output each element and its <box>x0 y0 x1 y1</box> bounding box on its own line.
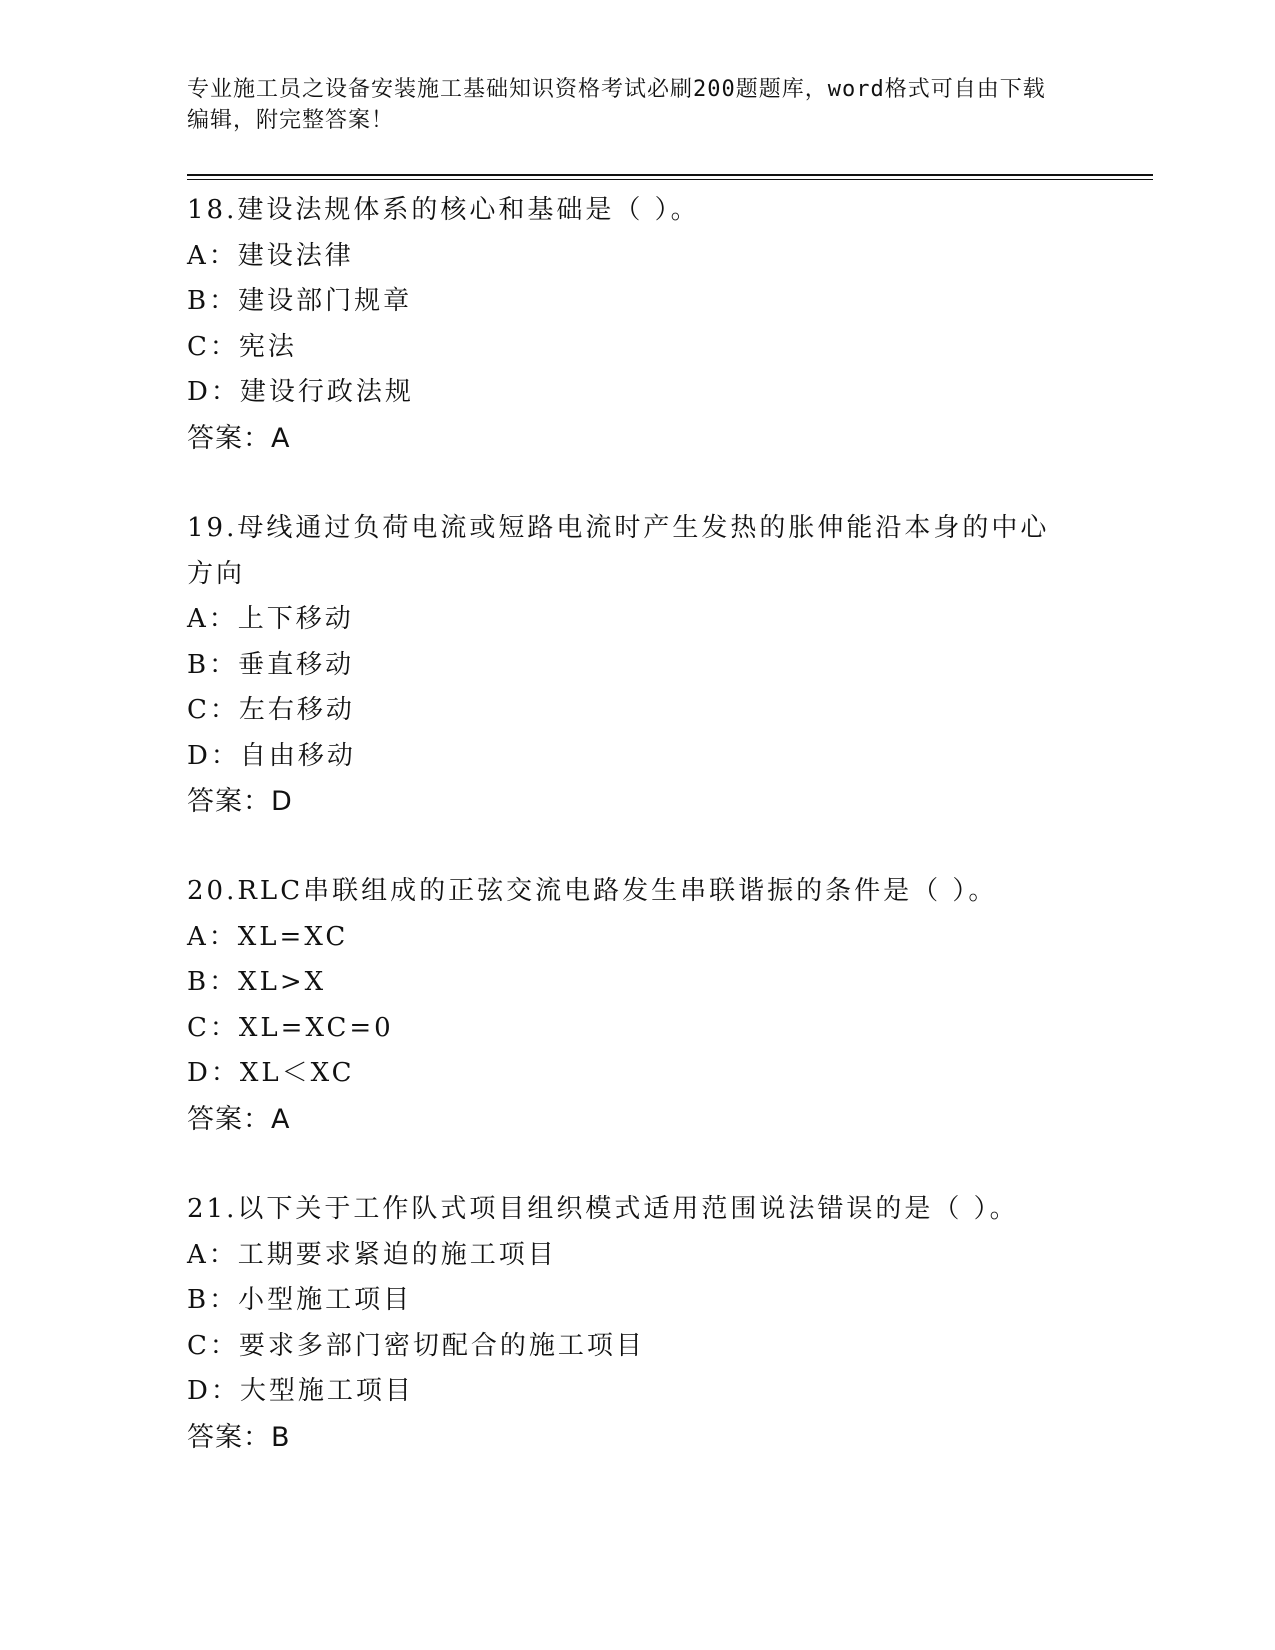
answer-label: 答案：A <box>187 422 291 454</box>
answer-label: 答案：D <box>187 786 293 817</box>
option-c: C：要求多部门密切配合的施工项目 <box>187 1330 645 1361</box>
header-divider-thin <box>187 179 1153 180</box>
option-b: B：小型施工项目 <box>187 1285 413 1315</box>
option-d: D：大型施工项目 <box>187 1376 414 1406</box>
option-b: B：XL>X <box>187 967 327 997</box>
option-c: C：宪法 <box>187 331 297 362</box>
question-stem: 18.建设法规体系的核心和基础是（ ）。 <box>187 195 700 225</box>
option-d: D：自由移动 <box>187 740 356 771</box>
option-c: C：XL=XC=0 <box>187 1012 394 1043</box>
option-c: C：左右移动 <box>187 695 355 725</box>
question-stem: 20.RLC串联组成的正弦交流电路发生串联谐振的条件是（ ）。 <box>187 876 998 906</box>
option-b: B：垂直移动 <box>187 649 355 680</box>
option-d: D：XL＜XC <box>187 1058 355 1088</box>
header-divider-thick <box>187 174 1153 176</box>
option-a: A：XL=XC <box>187 921 349 952</box>
question-21 <box>187 1187 1087 1460</box>
option-d: D：建设行政法规 <box>187 377 414 407</box>
header-intro-text: 专业施工员之设备安装施工基础知识资格考试必刷200题题库，word格式可自由下载编辑，附完整答案！ <box>187 77 1046 133</box>
option-a: A：工期要求紧迫的施工项目 <box>187 1239 557 1270</box>
option-a: A：上下移动 <box>187 604 354 634</box>
answer-label: 答案：A <box>187 1103 291 1135</box>
question-stem: 19.母线通过负荷电流或短路电流时产生发热的胀伸能沿本身的中心方向 <box>187 513 1050 589</box>
question-19 <box>187 506 1087 825</box>
answer-label: 答案：B <box>187 1421 291 1453</box>
question-18 <box>187 188 1087 461</box>
document-header <box>187 74 1067 136</box>
option-b: B：建设部门规章 <box>187 286 413 316</box>
question-20 <box>187 869 1087 1142</box>
option-a: A：建设法律 <box>187 240 354 271</box>
question-stem: 21.以下关于工作队式项目组织模式适用范围说法错误的是（ ）。 <box>187 1194 1019 1224</box>
